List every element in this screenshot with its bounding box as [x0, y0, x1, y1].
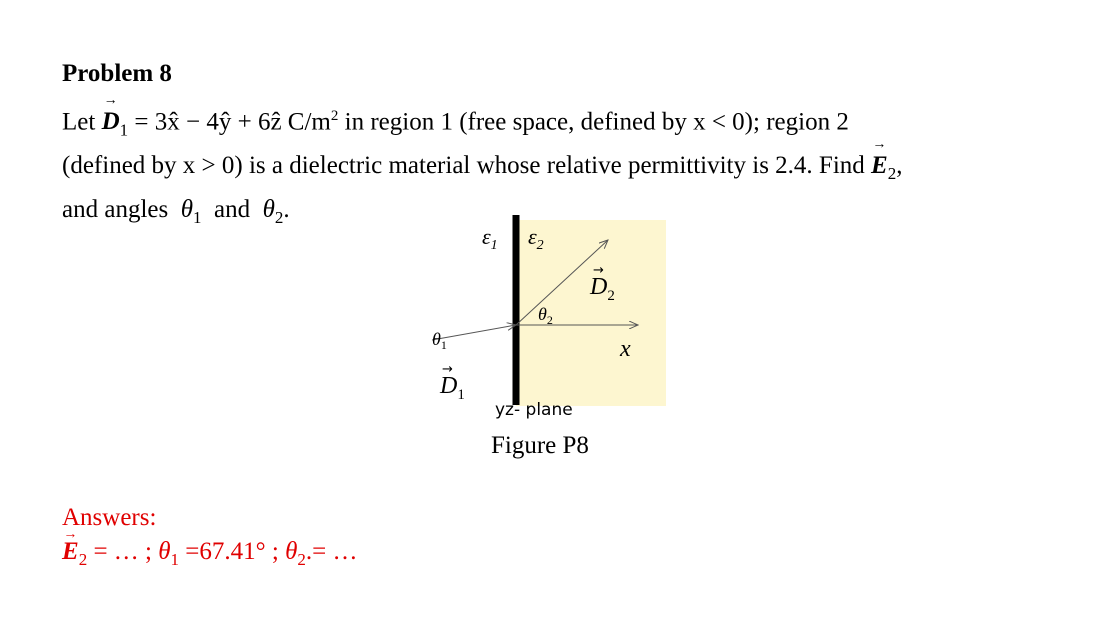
answer-theta1-value: =67.41° ; — [185, 538, 279, 565]
answer-e2-value: = … ; — [93, 538, 152, 565]
epsilon2-label: $\varepsilon_2$ — [528, 224, 544, 253]
answer-line: → $E_2$ = … ; $\theta_1 =67.41^\circ$ ; $\theta_2.=$ … — [62, 527, 358, 569]
let-word: Let — [62, 108, 96, 136]
d2-label: $D_2$ — [590, 274, 615, 304]
d1-vector: → D — [101, 93, 120, 136]
d1-label-arrow: → — [442, 362, 453, 377]
d1-subscript: 1 — [119, 120, 129, 140]
statement-line-1 — [62, 93, 1062, 148]
and-word: and — [214, 196, 251, 224]
answers-label: Answers: — [62, 504, 157, 531]
d1-label: $D_1$ — [440, 373, 465, 403]
d2-label-arrow: → — [593, 263, 604, 278]
problem-title: Problem 8 — [62, 60, 172, 87]
d1-expression: = 3x̂ − 4ŷ + 6ẑ — [134, 108, 282, 136]
e2-vector: → E — [871, 137, 888, 180]
x-axis-label: x — [620, 336, 631, 362]
theta1-symbol: θ — [180, 196, 193, 224]
theta2-symbol: θ — [262, 196, 275, 224]
units-exponent: 2 — [330, 108, 339, 124]
answer-theta1-symbol: θ — [158, 538, 171, 565]
answer-theta2-value: .= … — [305, 538, 358, 565]
statement-line-2: (defined by x > 0) is a dielectric material whose relative permittivity is 2.4. Find → $E_2$, — [62, 137, 903, 184]
statement-line-2-text: (defined by x > 0) is a dielectric material whose relative permittivity is 2.4. Find — [62, 152, 865, 180]
units: C/m — [287, 108, 331, 136]
theta2-label: $\theta_2$ — [538, 304, 553, 327]
epsilon1-label: $\varepsilon_1$ — [482, 224, 498, 253]
statement-line-1-rest: in region 1 (free space, defined by x < 0); region 2 — [344, 108, 849, 136]
theta1-label: $\theta_1$ — [432, 329, 447, 352]
yz-plane-label: yz- plane — [495, 400, 573, 420]
figure-caption: Figure P8 — [491, 432, 589, 459]
answer-e2-vector: → E — [62, 527, 79, 565]
and-angles-text: and angles — [62, 196, 169, 224]
boundary-figure — [420, 210, 690, 420]
statement-line-3: and angles $\theta_1$ and $\theta_2$. — [62, 196, 290, 228]
answer-theta2-symbol: θ — [285, 538, 298, 565]
